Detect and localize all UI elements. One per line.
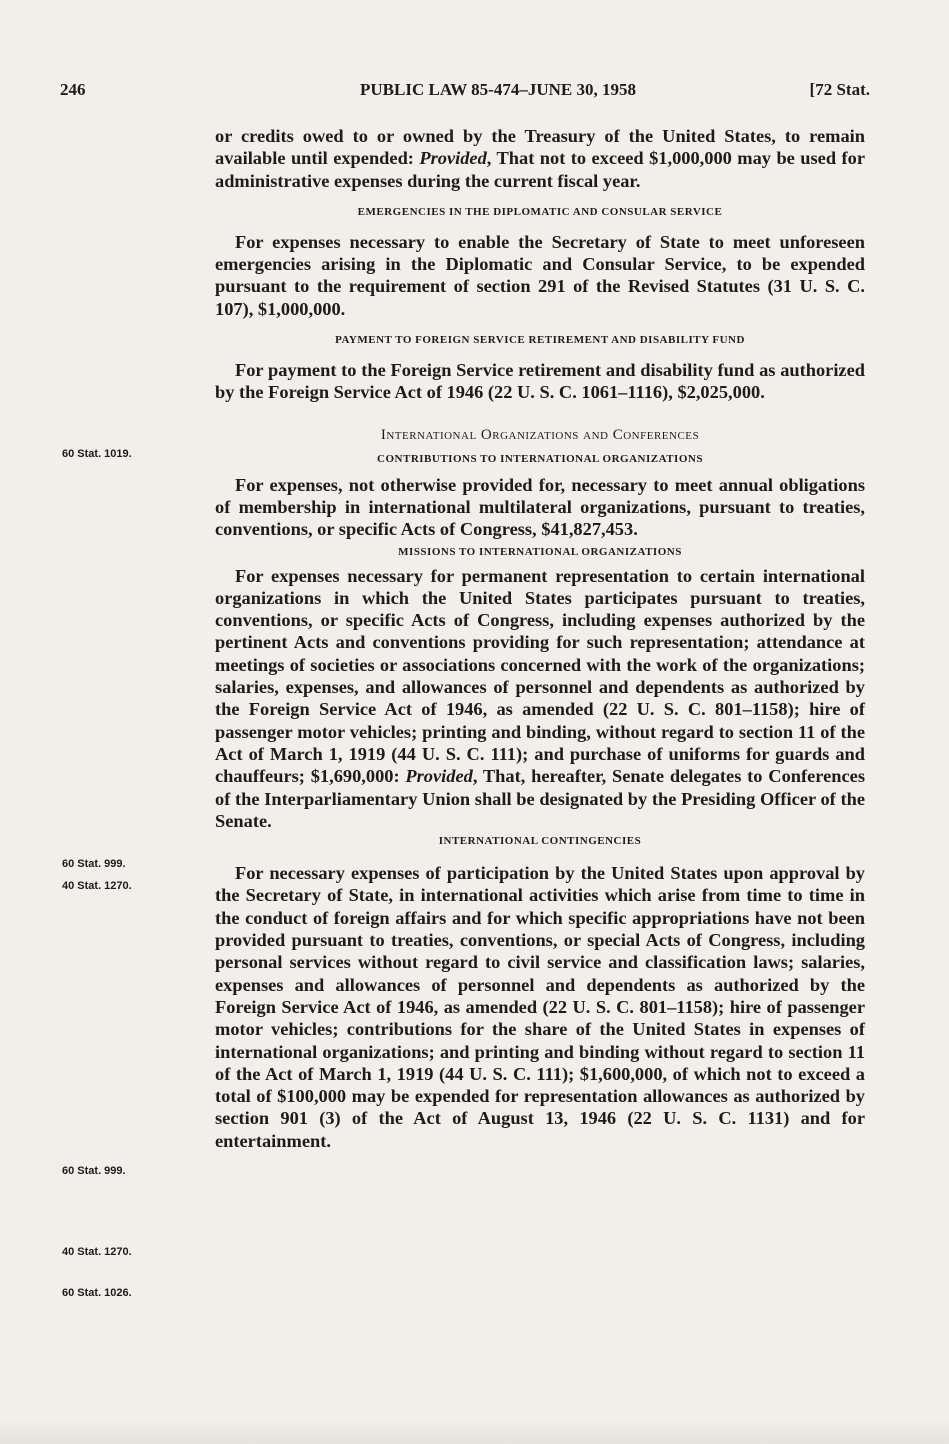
page-number: 246 (60, 80, 86, 99)
missions-paragraph (215, 565, 865, 833)
missions-provided: Provided (405, 766, 473, 787)
margin-note-2: 60 Stat. 999. (62, 858, 126, 870)
missions-text-b: , That, hereafter, Senate delegates to Conferences of the Interparliamentary Union shall be designated by the Presiding Officer of the Senate. (215, 766, 865, 831)
missions-heading: MISSIONS TO INTERNATIONAL ORGANIZATIONS (398, 545, 682, 558)
international-organizations-heading: International Organizations and Conferences (380, 426, 700, 443)
emergencies-paragraph: For expenses necessary to enable the Secretary of State to meet unforeseen emergencies arising in the Diplomatic and Consular Service, to be expended pursuant to the requirement of section 291 of the Revised Statutes (31 U. S. C. 107), $1,000,000. (215, 231, 865, 319)
contingencies-paragraph: For necessary expenses of participation by the United States upon approval by the Secretary of State, in international activities which arise from time to time in the conduct of foreign affairs and for which specific appropriations have not been provided pursuant to treaties, conventions, or special Acts of Congress, including personal services without regard to civil service and classification laws; salaries, expenses and allowances of personnel and dependents as authorized by the Foreign Service Act of 1946, as amended (22 U. S. C. 801–1158); hire of passenger motor vehicles; contributions for the share of the United States in expenses of international organizations; and printing and binding without regard to section 11 of the Act of March 1, 1919 (44 U. S. C. 111); $1,600,000, of which not to exceed a total of $100,000 may be expended for representation allowances as authorized by section 901 (3) of the Act of August 13, 1946 (22 U. S. C. 1131) and for entertainment. (215, 863, 865, 1151)
margin-note-3: 40 Stat. 1270. (62, 880, 132, 892)
payment-paragraph: For payment to the Foreign Service retirement and disability fund as authorized by the Foreign Service Act of 1946 (22 U. S. C. 1061–1116), $2,025,000. (215, 360, 865, 403)
margin-note-1: 60 Stat. 1019. (62, 448, 132, 460)
payment-heading: PAYMENT TO FOREIGN SERVICE RETIREMENT AND DISABILITY FUND (335, 334, 745, 347)
emergencies-heading: EMERGENCIES IN THE DIPLOMATIC AND CONSULAR SERVICE (357, 205, 723, 218)
margin-note-4: 60 Stat. 999. (62, 1165, 126, 1177)
contingencies-heading: INTERNATIONAL CONTINGENCIES (438, 835, 642, 848)
contributions-heading: CONTRIBUTIONS TO INTERNATIONAL ORGANIZATIONS (377, 452, 703, 465)
intro-paragraph: or credits owed to or owned by the Treasury of the United States, to remain available until expended: Provided, That not to exceed $1,000,000 may be used for administrative expenses during the current fiscal year. (215, 126, 865, 191)
volume-reference: [72 Stat. (809, 80, 870, 99)
page-bottom-edge (0, 1418, 949, 1444)
running-header (60, 80, 870, 110)
margin-note-6: 60 Stat. 1026. (62, 1287, 132, 1299)
margin-note-5: 40 Stat. 1270. (62, 1246, 132, 1258)
page-title: PUBLIC LAW 85-474–JUNE 30, 1958 (360, 80, 636, 99)
contributions-paragraph: For expenses, not otherwise provided for, necessary to meet annual obligations of membership in international multilateral organizations, pursuant to treaties, conventions, or specific Acts of Congress, $41,827,453. (215, 474, 865, 540)
main-text-column (215, 125, 865, 1152)
missions-text-a: For expenses necessary for permanent representation to certain international organizations in which the United States participates pursuant to treaties, conventions, or specific Acts of Congress, including expenses authorized by the pertinent Acts and conventions providing for such representation; attendance at meetings of societies or associations concerned with the work of the organizations; salaries, expenses, and allowances of personnel and dependents as authorized by the Foreign Service Act of 1946, as amended (22 U. S. C. 801–1158); hire of passenger motor vehicles; printing and binding, without regard to section 11 of the Act of March 1, 1919 (44 U. S. C. 111); and purchase of uniforms for guards and chauffeurs; $1,690,000: (215, 565, 865, 787)
